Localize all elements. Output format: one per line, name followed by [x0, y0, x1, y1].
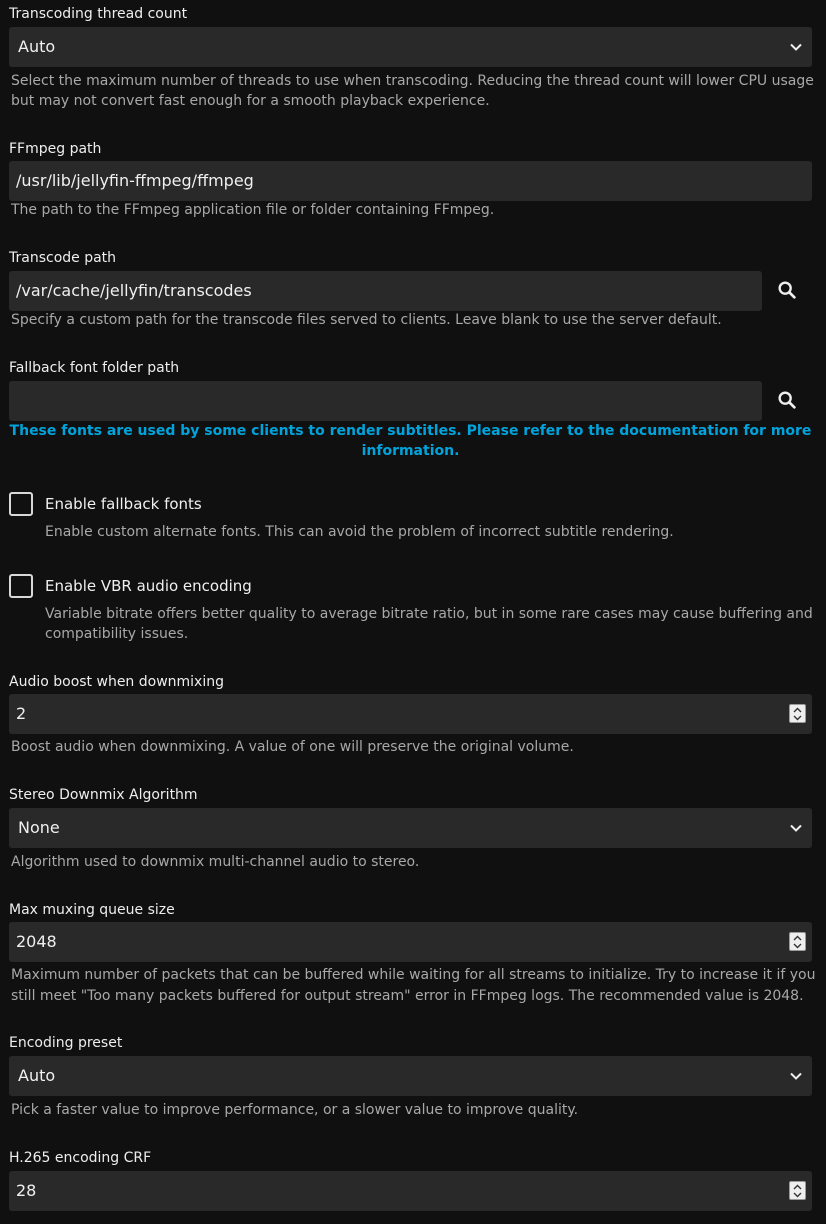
ffmpeg-path-value: /usr/lib/jellyfin-ffmpeg/ffmpeg — [16, 171, 254, 190]
ffmpeg-path-help: The path to the FFmpeg application file or folder containing FFmpeg. — [11, 202, 495, 218]
max-muxing-label: Max muxing queue size — [9, 902, 175, 918]
encoding-preset-value: Auto — [18, 1066, 56, 1085]
spinner-down-icon — [793, 1192, 802, 1198]
max-muxing-help-1: Maximum number of packets that can be buffered while waiting for all streams to initialize. Try to increase it if you — [11, 967, 816, 983]
transcode-path-value: /var/cache/jellyfin/transcodes — [16, 281, 252, 300]
spinner-up-icon — [793, 935, 802, 941]
max-muxing-input[interactable] — [9, 922, 812, 962]
thread-count-value: Auto — [18, 37, 56, 56]
fallback-font-info-1[interactable]: These fonts are used by some clients to render subtitles. Please refer to the documentation for more — [9, 423, 812, 439]
thread-count-help-1: Select the maximum number of threads to use when transcoding. Reducing the thread count will lower CPU usage — [11, 73, 814, 89]
transcode-path-input[interactable] — [9, 271, 762, 311]
stereo-downmix-help: Algorithm used to downmix multi-channel audio to stereo. — [11, 854, 420, 870]
encoding-preset-label: Encoding preset — [9, 1035, 123, 1051]
thread-count-label: Transcoding thread count — [9, 6, 188, 22]
thread-count-help-2: but may not convert fast enough for a smooth playback experience. — [11, 93, 490, 109]
enable-fallback-fonts-label[interactable]: Enable fallback fonts — [45, 495, 202, 513]
max-muxing-value: 2048 — [16, 932, 57, 951]
transcode-path-label: Transcode path — [9, 250, 117, 266]
fallback-font-browse-button[interactable] — [772, 385, 802, 415]
transcode-path-browse-button[interactable] — [772, 275, 802, 305]
encoding-preset-help: Pick a faster value to improve performance, or a slower value to improve quality. — [11, 1102, 579, 1118]
h265-crf-label: H.265 encoding CRF — [9, 1150, 152, 1166]
spinner-down-icon — [793, 715, 802, 721]
fallback-font-info-2[interactable]: information. — [361, 443, 460, 459]
audio-boost-help: Boost audio when downmixing. A value of one will preserve the original volume. — [11, 739, 574, 755]
fallback-font-input[interactable] — [9, 381, 762, 421]
search-icon — [776, 389, 798, 411]
audio-boost-input[interactable] — [9, 694, 812, 734]
fallback-font-label: Fallback font folder path — [9, 360, 180, 376]
max-muxing-help-2: still meet "Too many packets buffered for output stream" error in FFmpeg logs. The recommended value is 2048. — [11, 988, 804, 1004]
enable-fallback-fonts-help: Enable custom alternate fonts. This can avoid the problem of incorrect subtitle rendering. — [45, 524, 674, 540]
transcode-path-help: Specify a custom path for the transcode files served to clients. Leave blank to use the server default. — [11, 312, 722, 328]
chevron-down-icon — [788, 39, 804, 55]
h265-crf-input[interactable] — [9, 1171, 812, 1211]
enable-vbr-audio-help-1: Variable bitrate offers better quality to average bitrate ratio, but in some rare cases may cause buffering and — [45, 606, 813, 622]
ffmpeg-path-input[interactable] — [9, 161, 812, 201]
enable-fallback-fonts-checkbox[interactable] — [9, 492, 33, 516]
chevron-down-icon — [788, 820, 804, 836]
audio-boost-spinner[interactable] — [789, 704, 806, 723]
enable-vbr-audio-help-2: compatibility issues. — [45, 626, 189, 642]
spinner-down-icon — [793, 943, 802, 949]
h265-crf-value: 28 — [16, 1181, 37, 1200]
audio-boost-value: 2 — [16, 704, 27, 723]
audio-boost-label: Audio boost when downmixing — [9, 674, 224, 690]
h265-crf-spinner[interactable] — [789, 1181, 806, 1200]
max-muxing-spinner[interactable] — [789, 932, 806, 951]
stereo-downmix-select[interactable] — [9, 808, 812, 848]
encoding-preset-select[interactable] — [9, 1056, 812, 1096]
spinner-up-icon — [793, 1184, 802, 1190]
thread-count-select[interactable] — [9, 27, 812, 67]
stereo-downmix-label: Stereo Downmix Algorithm — [9, 787, 198, 803]
spinner-up-icon — [793, 707, 802, 713]
search-icon — [776, 279, 798, 301]
ffmpeg-path-label: FFmpeg path — [9, 141, 102, 157]
stereo-downmix-value: None — [18, 818, 60, 837]
enable-vbr-audio-checkbox[interactable] — [9, 574, 33, 598]
chevron-down-icon — [788, 1068, 804, 1084]
enable-vbr-audio-label[interactable]: Enable VBR audio encoding — [45, 577, 252, 595]
